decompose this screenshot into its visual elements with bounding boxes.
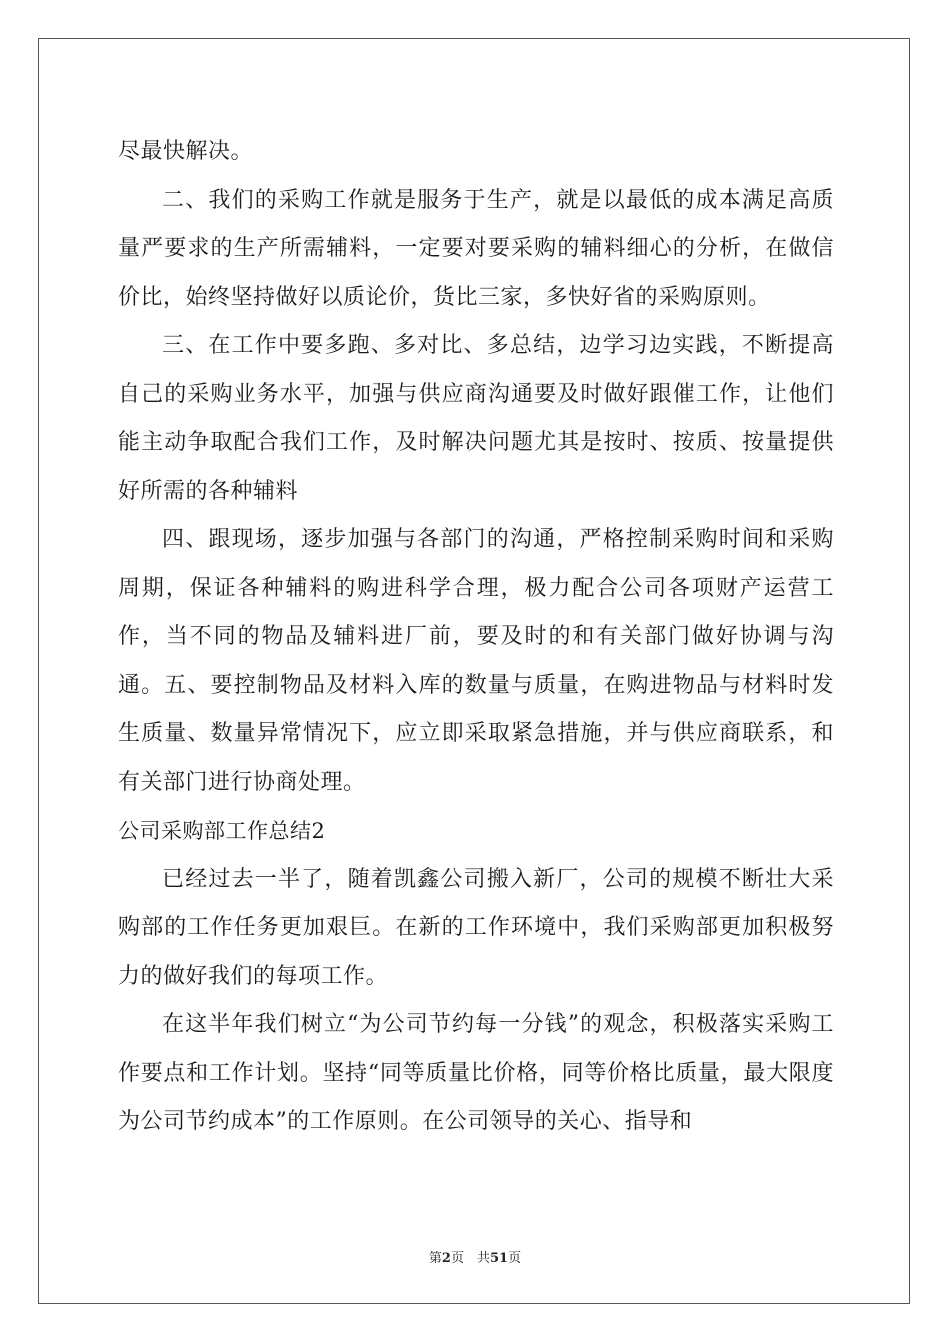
document-body [118,128,834,1147]
footer-total-pages: 51 [489,1251,509,1266]
paragraph-1: 尽最快解决。 [118,139,254,164]
section-paragraph-1: 已经过去一半了，随着凯鑫公司搬入新厂，公司的规模不断壮大采购部的工作任务更加艰巨。在新的工作环境中，我们采购部更加积极努力的做好我们的每项工作。 [118,866,834,989]
footer-mid: 页 共 [450,1251,490,1266]
footer-suffix: 页 [508,1251,522,1266]
page-footer [0,1247,950,1266]
footer-page-number: 2 [441,1251,451,1266]
section-heading: 公司采购部工作总结2 [118,819,326,843]
section-paragraph-2: 在这半年我们树立“为公司节约每一分钱”的观念，积极落实采购工作要点和工作计划。坚持“同等质量比价格，同等价格比质量，最大限度为公司节约成本”的工作原则。在公司领导的关心、指导和 [118,1012,834,1134]
paragraph-3: 三、在工作中要多跑、多对比、多总结，边学习边实践，不断提高自己的采购业务水平，加强与供应商沟通要及时做好跟催工作，让他们能主动争取配合我们工作，及时解决问题尤其是按时、按质、按量提供好所需的各种辅料 [118,333,834,504]
paragraph-4: 四、跟现场，逐步加强与各部门的沟通，严格控制采购时间和采购周期，保证各种辅料的购进科学合理，极力配合公司各项财产运营工作，当不同的物品及辅料进厂前，要及时的和有关部门做好协调与沟通。五、要控制物品及材料入库的数量与质量，在购进物品与材料时发生质量、数量异常情况下，应立即采取紧急措施，并与供应商联系，和有关部门进行协商处理。 [118,527,834,795]
footer-prefix: 第 [428,1251,442,1266]
paragraph-2: 二、我们的采购工作就是服务于生产，就是以最低的成本满足高质量严要求的生产所需辅料，一定要对要采购的辅料细心的分析，在做信价比，始终坚持做好以质论价，货比三家，多快好省的采购原则。 [118,187,834,310]
